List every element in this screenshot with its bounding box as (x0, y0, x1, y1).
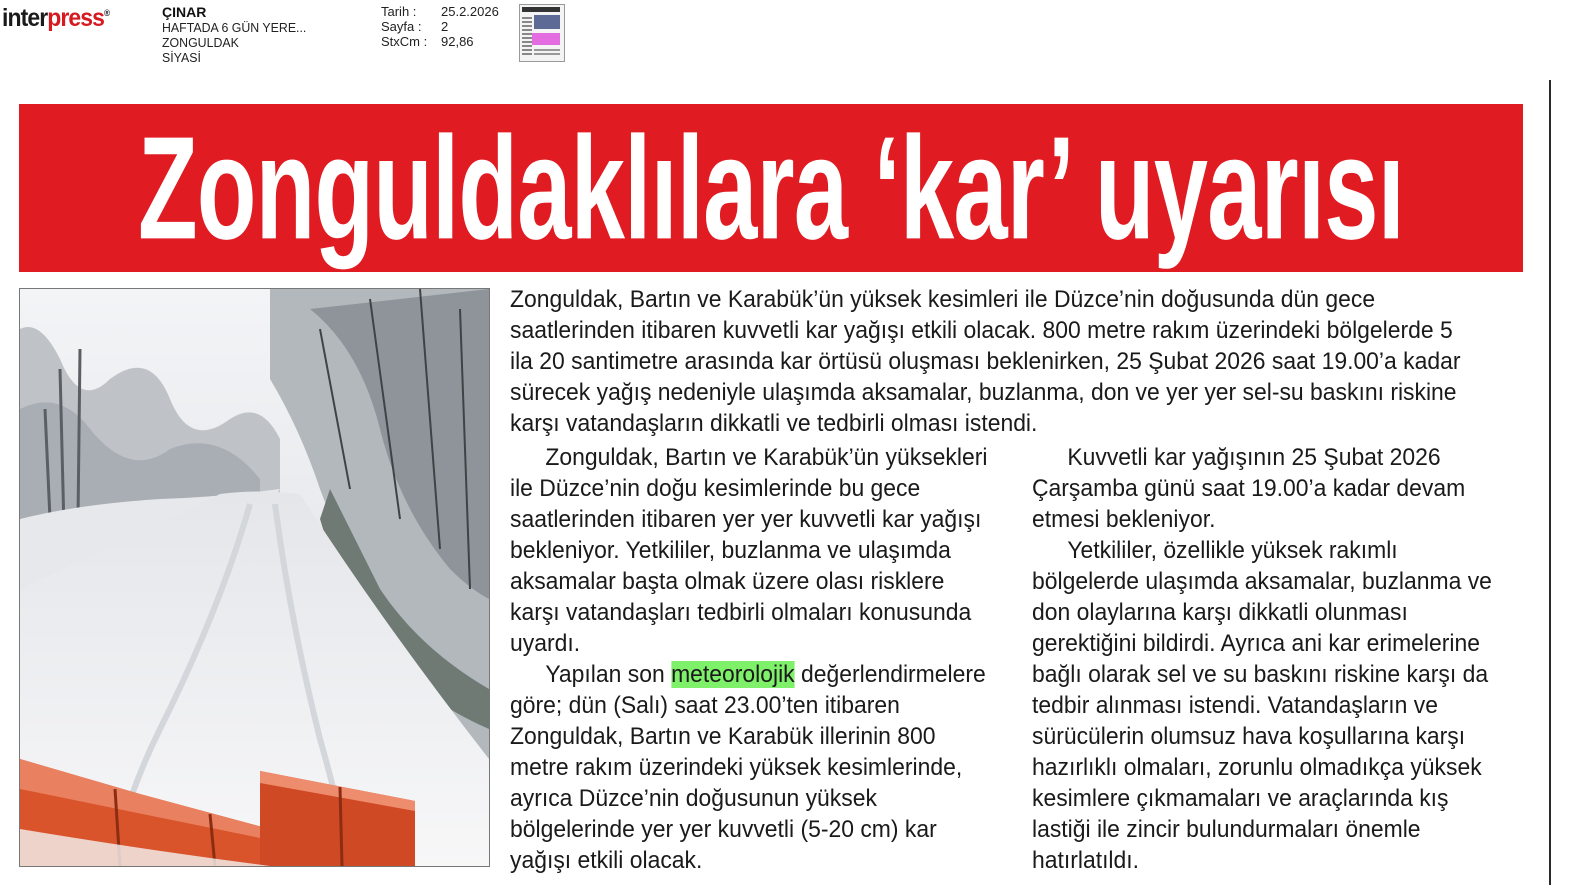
interpress-logo (2, 4, 110, 33)
snowy-road-illustration (20, 289, 489, 866)
highlighted-keyword: meteorolojik (671, 661, 795, 688)
publication-subtitle: HAFTADA 6 GÜN YERE... (162, 20, 307, 35)
article-photo-snowy-road (19, 288, 490, 867)
meta-row-size (381, 34, 499, 49)
publication-name: ÇINAR (162, 4, 207, 20)
meta-value: 25.2.2026 (441, 4, 499, 19)
meta-label: Tarih : (381, 4, 417, 19)
clipping-meta (381, 4, 499, 49)
article-lead: Zonguldak, Bartın ve Karabük’ün yüksek kesimleri ile Düzce’nin doğusunda dün gece saatlerinden itibaren kuvvetli kar yağışı etkili olacak. 800 metre rakım üzerindeki bölgelerde 5 ila 20 santimetre arasında kar örtüsü oluşması beklenirken, 25 Şubat 2026 saat 19.00’a kadar sürecek yağış nedeniyle ulaşımda aksamalar, buzlanma, don ve yer yer sel-su baskını riskine karşı vatandaşların dikkatli ve tedbirli olması istendi. (510, 286, 1461, 437)
logo-text-accent: press (47, 4, 105, 32)
publication-section: SİYASİ (162, 50, 201, 65)
meta-value: 2 (441, 19, 449, 34)
paragraph-text: Yapılan son (545, 661, 672, 688)
article-column-1 (510, 442, 988, 876)
logo-text-main: inter (2, 4, 48, 32)
meta-label: Sayfa : (381, 19, 422, 34)
publication-city: ZONGULDAK (162, 35, 239, 50)
logo-registered-mark: ® (104, 8, 111, 18)
page-edge-divider (1549, 80, 1551, 885)
meta-row-page (381, 19, 499, 34)
paragraph: Kuvvetli kar yağışının 25 Şubat 2026 Çarşamba günü saat 19.00’a kadar devam etmesi bekleniyor. (1032, 444, 1466, 533)
meta-label: StxCm : (381, 34, 428, 49)
paragraph: Yetkililer, özellikle yüksek rakımlı bölgelerde ulaşımda aksamalar, buzlanma ve don olaylarına karşı dikkatli olunması gerektiğini bildirdi. Ayrıca ani kar erimelerine bağlı olarak sel ve su baskını riskine karşı da tedbir alınması istendi. Vatandaşların ve sürücülerin olumsuz hava koşullarına karşı hazırlıklı olmaları, zorunlu olmadıkça yüksek kesimlere çıkmamaları ve araçlarında kış lastiği ile zincir bulundurmaları önemle hatırlatıldı. (1032, 537, 1492, 874)
publication-info (162, 5, 362, 65)
article-column-2 (1032, 442, 1510, 876)
paragraph: Zonguldak, Bartın ve Karabük’ün yüksekleri ile Düzce’nin doğu kesimlerinde bu gece saatlerinden itibaren yer yer kuvvetli kar yağışı bekleniyor. Yetkililer, buzlanma ve ulaşımda aksamalar başta olmak üzere olası risklere karşı vatandaşları tedbirli olmaları konusunda uyardı. (510, 444, 988, 657)
meta-row-date (381, 4, 499, 19)
paragraph (510, 659, 988, 876)
headline-banner (19, 104, 1523, 272)
meta-value: 92,86 (441, 34, 474, 49)
paragraph-text: değerlendirmelere göre; dün (Salı) saat 23.00’ten itibaren Zonguldak, Bartın ve Karabük illerinin 800 metre rakım üzerindeki yüksek kesimlerinde, ayrıca Düzce’nin doğusunun yüksek bölgelerinde yer yer kuvvetli (5-20 cm) kar yağışı etkili olacak. (510, 661, 986, 874)
page-thumbnail-icon[interactable] (519, 4, 565, 62)
article-headline: Zonguldaklılara ‘kar’ uyarısı (137, 106, 1404, 270)
